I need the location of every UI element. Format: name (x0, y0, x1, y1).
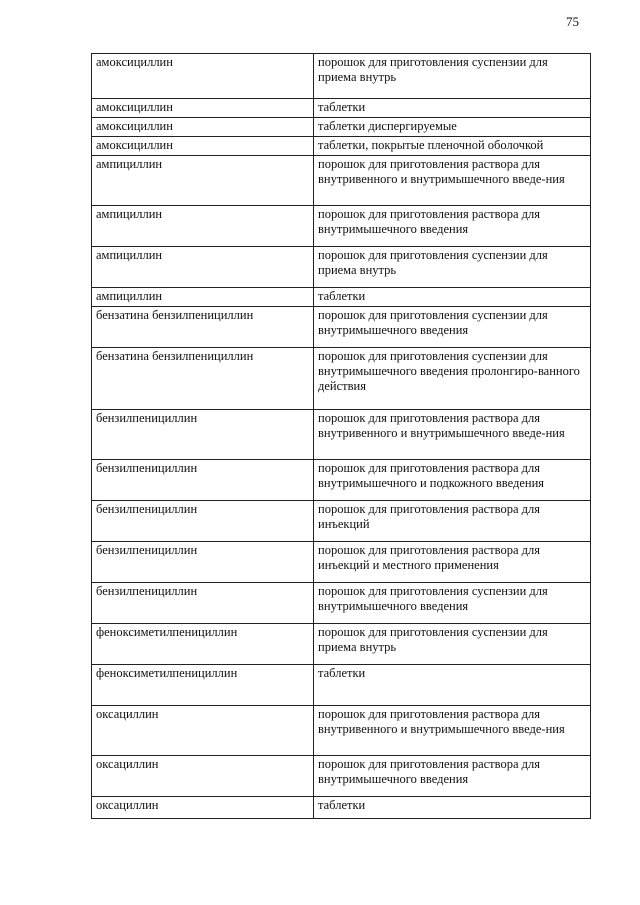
dosage-form-cell: порошок для приготовления суспензии для внутримышечного введения (314, 583, 591, 624)
dosage-form-cell: таблетки диспергируемые (314, 118, 591, 137)
drug-name-cell: ампициллин (92, 288, 314, 307)
drug-name-cell: феноксиметилпенициллин (92, 624, 314, 665)
dosage-form-cell: порошок для приготовления суспензии для приема внутрь (314, 54, 591, 99)
drug-name-cell: бензилпенициллин (92, 410, 314, 460)
dosage-form-cell: таблетки (314, 288, 591, 307)
drug-name-cell: бензилпенициллин (92, 542, 314, 583)
table-row (92, 624, 591, 665)
dosage-form-cell: таблетки, покрытые пленочной оболочкой (314, 137, 591, 156)
table-row (92, 99, 591, 118)
table-row (92, 542, 591, 583)
drug-forms-table (91, 53, 591, 819)
dosage-form-cell: порошок для приготовления суспензии для внутримышечного введения (314, 307, 591, 348)
table-row (92, 460, 591, 501)
dosage-form-cell: таблетки (314, 797, 591, 819)
table-row (92, 797, 591, 819)
table-row (92, 706, 591, 756)
table-row (92, 410, 591, 460)
table-row (92, 583, 591, 624)
dosage-form-cell: порошок для приготовления раствора для внутривенного и внутримышечного введе-ния (314, 706, 591, 756)
page-number: 75 (566, 14, 579, 29)
dosage-form-cell: таблетки (314, 99, 591, 118)
table-row (92, 665, 591, 706)
drug-name-cell: бензилпенициллин (92, 583, 314, 624)
dosage-form-cell: порошок для приготовления раствора для внутримышечного введения (314, 756, 591, 797)
drug-name-cell: бензилпенициллин (92, 460, 314, 501)
drug-name-cell: амоксициллин (92, 54, 314, 99)
table-row (92, 156, 591, 206)
dosage-form-cell: порошок для приготовления раствора для внутримышечного введения (314, 206, 591, 247)
table-row (92, 137, 591, 156)
drug-name-cell: амоксициллин (92, 137, 314, 156)
table-row (92, 247, 591, 288)
drug-name-cell: ампициллин (92, 156, 314, 206)
dosage-form-cell: порошок для приготовления раствора для инъекций (314, 501, 591, 542)
table-row (92, 756, 591, 797)
dosage-form-cell: порошок для приготовления суспензии для внутримышечного введения пролонгиро-ванного действия (314, 348, 591, 410)
drug-name-cell: оксациллин (92, 797, 314, 819)
dosage-form-cell: порошок для приготовления раствора для внутримышечного и подкожного введения (314, 460, 591, 501)
drug-name-cell: амоксициллин (92, 99, 314, 118)
dosage-form-cell: порошок для приготовления раствора для внутривенного и внутримышечного введе-ния (314, 410, 591, 460)
drug-name-cell: бензилпенициллин (92, 501, 314, 542)
table-row (92, 206, 591, 247)
table-body (92, 54, 591, 819)
drug-name-cell: оксациллин (92, 706, 314, 756)
table-row (92, 501, 591, 542)
dosage-form-cell: порошок для приготовления раствора для инъекций и местного применения (314, 542, 591, 583)
drug-name-cell: бензатина бензилпенициллин (92, 307, 314, 348)
drug-name-cell: оксациллин (92, 756, 314, 797)
drug-name-cell: феноксиметилпенициллин (92, 665, 314, 706)
table-row (92, 348, 591, 410)
drug-name-cell: ампициллин (92, 206, 314, 247)
dosage-form-cell: порошок для приготовления суспензии для приема внутрь (314, 624, 591, 665)
table-row (92, 54, 591, 99)
dosage-form-cell: порошок для приготовления суспензии для приема внутрь (314, 247, 591, 288)
table-row (92, 118, 591, 137)
drug-name-cell: бензатина бензилпенициллин (92, 348, 314, 410)
table-row (92, 288, 591, 307)
dosage-form-cell: таблетки (314, 665, 591, 706)
drug-name-cell: амоксициллин (92, 118, 314, 137)
dosage-form-cell: порошок для приготовления раствора для внутривенного и внутримышечного введе-ния (314, 156, 591, 206)
table-row (92, 307, 591, 348)
drug-name-cell: ампициллин (92, 247, 314, 288)
